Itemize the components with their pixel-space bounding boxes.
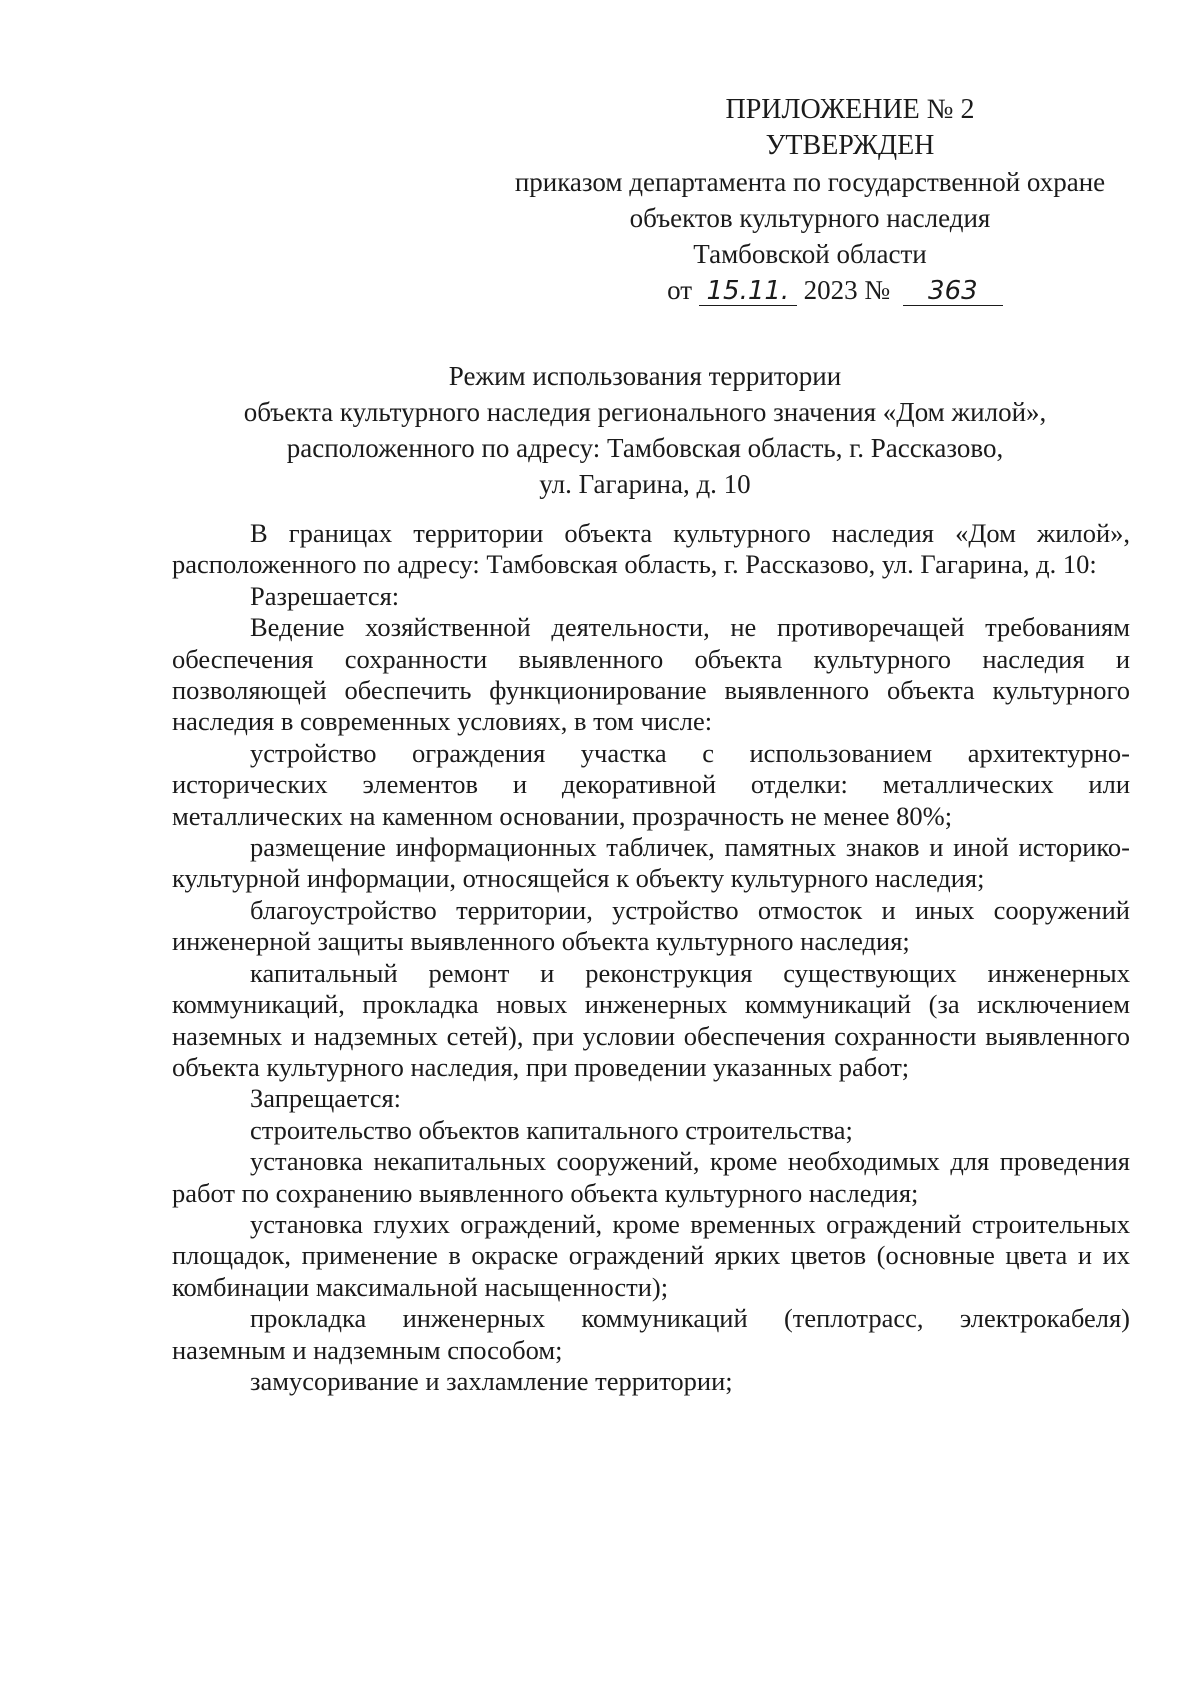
order-line-3: Тамбовской области (693, 239, 927, 269)
appendix-number: ПРИЛОЖЕНИЕ № 2 (725, 94, 975, 125)
document-title (150, 358, 1140, 502)
number-sign: № (864, 275, 891, 305)
intro-paragraph: В границах территории объекта культурного наследия «Дом жилой», расположенного по адресу: Тамбовская область, г. Рассказово, ул. Гагарина, д. 10: (172, 518, 1130, 580)
allowed-item: капитальный ремонт и реконструкция существующих инженерных коммуникаций, прокладка новых инженерных коммуникаций (за исключением наземных и надземных сетей), при условии обеспечения сохранности выявленного объекта культурного наследия, при проведении указанных работ; (172, 957, 1130, 1082)
approval-block (480, 92, 1140, 308)
order-line-1: приказом департамента по государственной охране (514, 167, 1106, 197)
order-date-line (480, 272, 1140, 308)
allowed-intro-paragraph: Ведение хозяйственной деятельности, не противоречащей требованиям обеспечения сохранности выявленного объекта культурного наследия и позволяющей обеспечить функционирование выявленного объекта культурного наследия в современных условиях, в том числе: (172, 612, 1130, 737)
title-line-1: Режим использования территории (448, 361, 842, 391)
allowed-item: благоустройство территории, устройство отмосток и иных сооружений инженерной защиты выявленного объекта культурного наследия; (172, 894, 1130, 957)
order-line-2: объектов культурного наследия (629, 203, 991, 233)
date-prefix: от (667, 275, 693, 305)
title-line-2: объекта культурного наследия регионального значения «Дом жилой», (243, 397, 1047, 427)
title-line-4: ул. Гагарина, д. 10 (539, 469, 751, 499)
prohibited-heading: Запрещается: (250, 1083, 402, 1114)
order-year: 2023 (803, 275, 858, 305)
allowed-item: устройство ограждения участка с использованием архитектурно-исторических элементов и декоративной отделки: металлических или металлических на каменном основании, прозрачность не менее 80%; (172, 737, 1130, 831)
prohibited-item: установка некапитальных сооружений, кроме необходимых для проведения работ по сохранению выявленного объекта культурного наследия; (172, 1146, 1130, 1208)
allowed-heading: Разрешается: (250, 580, 400, 611)
prohibited-item: установка глухих ограждений, кроме временных ограждений строительных площадок, применение в окраске ограждений ярких цветов (основные цвета и их комбинации максимальной насыщенности); (172, 1208, 1130, 1302)
handwritten-date: 15.11. (699, 277, 797, 306)
title-line-3: расположенного по адресу: Тамбовская область, г. Рассказово, (286, 433, 1004, 463)
prohibited-item: замусоривание и захламление территории; (250, 1365, 733, 1396)
approved-label: УТВЕРЖДЕН (765, 130, 935, 161)
prohibited-item: строительство объектов капитального строительства; (250, 1114, 853, 1145)
document-body (172, 518, 1130, 1397)
handwritten-number: 363 (903, 277, 1003, 306)
allowed-item: размещение информационных табличек, памятных знаков и иной историко-культурной информации, относящейся к объекту культурного наследия; (172, 832, 1130, 894)
prohibited-item: прокладка инженерных коммуникаций (теплотрасс, электрокабеля) наземным и надземным способом; (172, 1303, 1130, 1365)
